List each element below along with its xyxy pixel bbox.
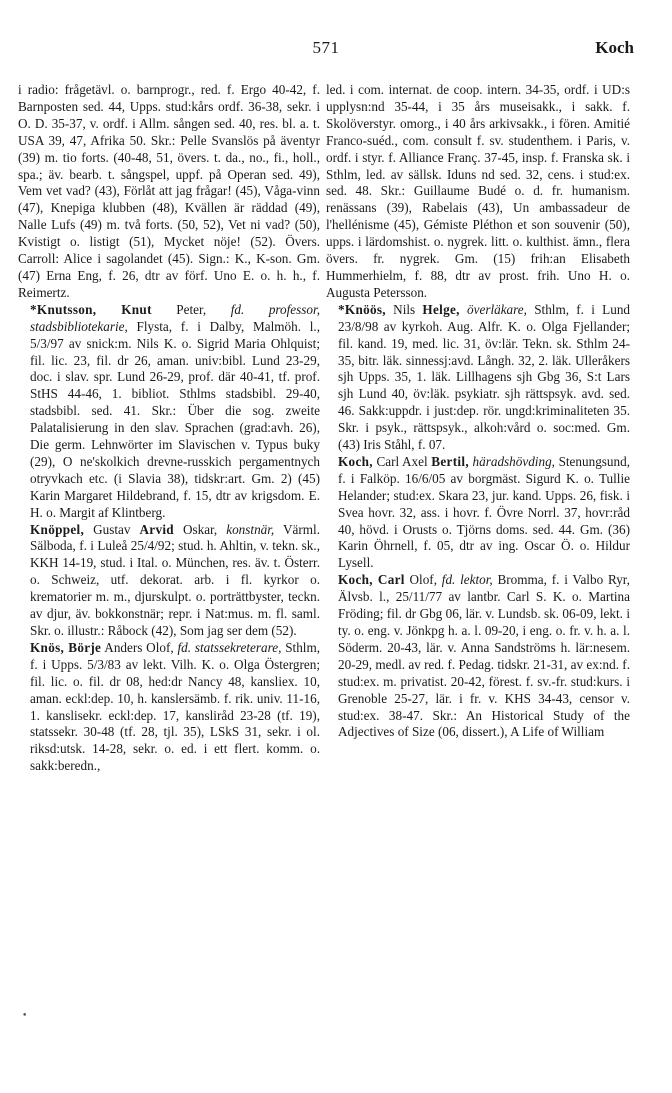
entry-names: Anders Olof, <box>101 639 178 655</box>
entry-title: häradshövding, <box>472 453 555 469</box>
entry-names: Olof, <box>404 572 442 588</box>
entry-headword: Knös, Börje <box>30 639 102 655</box>
entry-koch-carl <box>326 572 630 741</box>
entry-headword: Koch, <box>338 453 373 469</box>
left-column <box>18 82 320 775</box>
entry-text: Bromma, f. i Valbo Ryr, Älvsb. l., 25/11/77 av lantbr. Carl S. K. o. Martina Fröding; fil. dr Gbg 06, lär. v. Lundsb. sk. 06-09, lekt. i ty. o. eng. v. Jönkpg h. a. l. 09-20, i eng. o. fr. v. h. a. l. Söderm. 20-43, lär. v. Anna Sandströms h. lär:nesem. 20-29, medl. av red. f. Pedag. tidskr. 21-31, av ex:nd. f. stud:ex. m. privatist. 20-42, förest. f. sv.-fr. stud:kurs. i Grenoble 25-27, lär. i fr. v. KHS 34-43, censor v. stud:ex. 38-47. Skr.: An Historical Study of the Adjectives of Size (06, dissert.), A Life of William <box>338 572 630 740</box>
entry-names-rest: Oskar, <box>173 521 227 537</box>
entry-title: fd. lektor, <box>441 572 493 588</box>
running-head: Koch <box>595 38 634 57</box>
entry-text: i radio: frågetävl. o. barnprogr., red. f. Ergo 40-42, f. Barnposten sed. 44, Upps. stud:kårs ordf. 36-38, sekr. i O. D. 35-37, v. ordf. i Allm. sången sed. 40, res. bl. a. t. USA 39, 47, Afrika 50. Skr.: Pelle Svanslös på äventyr (39) m. tio forts. (40-48, 51, övers. t. da., no., fi., holl., spa.; äv. bearb. t. sångspel, uppf. på Operan sed. 49), Vem vet vad? (43), Förlåt att jag frågar! (45), Våga-vinn (47), Knepiga klubben (48), Kvällen är räddad (49), Nalle Lufs (49) m. två forts. (50, 52), Vet ni vad? (50), Kvistigt o. listigt (51), Mycket nöje! (52). Övers. Carroll: Alice i sagolandet (45). Sign.: K., K-son. Gm. (47) Erna Eng, f. 26, dtr av förf. Uno E. o. h. h., f. Reimertz. <box>18 82 320 300</box>
entry-text: Flysta, f. i Dalby, Malmöh. l., 5/3/97 av snick:m. Nils K. o. Sigrid Maria Ohlquist; fil. lic. 23, fil. dr 26, aman. univ:bibl. Lund 23-29, doc. i slav. spr. Lund 26-29, prof. där 40-41, tf. prof. StHS 44-46, 1. bibliot. Sthlms stadsbibl. 29-40, stadsbibl. sed. 41. Skr.: Über die sog. zweite Palatalisierung in den slav. Sprachen (grad:avh. 26), Die germ. Lehnwörter im Slavischen v. Typus buky (29), O ne'skolkich drevne-russkich pergamentnych otryvkach etc. (i Slavia 38), tidskr:art. Gm. 2) (45) Karin Margaret Hildebrand, f. 15, dtr av krigsdom. E. H. o. Margit af Klintberg. <box>30 318 320 520</box>
entry-headword-given: Arvid <box>139 521 174 537</box>
right-column <box>326 82 630 741</box>
entry-title: överläkare, <box>467 301 527 317</box>
entry-headword: *Knutsson, Knut <box>30 301 152 317</box>
entry-text: Stenungsund, f. i Falköp. 16/6/05 av borgmäst. Sigurd K. o. Tullie Helander; stud:ex. Skara 23, jur. kand. Upps. 26, fisk. i Svea hovr. 32, ass. i hovr. f. Övre Norrl. 37, hovr:råd 40, hövd. i Orusts o. Tjörns doms. sed. 44. Gm. (36) Karin Öhrnell, f. 05, dtr av ing. Oscar Ö. o. Hildur Lysell. <box>338 453 630 571</box>
entry-names-rest <box>460 302 467 317</box>
entry-text: Sthlm, f. i Upps. 5/3/83 av lekt. Vilh. K. o. Olga Östergren; fil. lic. o. fil. dr 08, hed:dr Nancy 48, kansliex. 10, aman. eckl:dep. 10, h. kanslersämb. f. rik. univ. 11-16, 1. kanslisekr. eckl:dep. 17, kansliråd 23-28 (tf. 19), statssekr. 30-48 (tf. 28, tjl. 35), LSkS 31, sekr. i ol. riksd:utsk. 14-28, sekr. o. ed. i ett flert. komm. o. sakk:beredn., <box>30 639 321 774</box>
entry-knoos <box>326 302 630 454</box>
page-header <box>18 38 634 62</box>
entry-knos <box>18 640 320 775</box>
entry-knutsson <box>18 302 320 522</box>
entry-title: fd. professor, stadsbibliotekarie, <box>30 301 320 334</box>
entry-knoppel <box>18 522 320 640</box>
entry-text: led. i com. internat. de coop. intern. 34-35, ordf. i UD:s upplysn:nd 35-44, i 35 års museisakk., i sakk. f. Skolöverstyr. omorg., i 40 års arkivsakk., i fören. Amitié Franco-suéd., com. consult f. sv. studenthem. i Paris, v. ordf. i styr. f. Alliance Franç. 37-45, insp. f. Franska sk. i Sthlm, led. av sällsk. Iduns nd sed. 32, cens. i stud:ex. sed. 48. Skr.: Guillaume Budé o. d. fr. humanism. renässans (39), Rabelais (43), Un ambassadeur de l'hellénisme (45), Gémiste Pléthon et son souvenir (50), upps. i lärdomshist. o. nygrek. litt. o. kulthist. ämn., flera övers. fr. nygrek. Gm. (15) frih:an Elisabeth Hummerhielm, f. 88, dtr av prost. frih. Uno H. o. Augusta Petersson. <box>326 82 630 300</box>
entry-names: Peter, <box>151 301 231 317</box>
entry-text: Sthlm, f. i Lund 23/8/98 av kyrkoh. Aug. Alfr. K. o. Olga Fjellander; fil. kand. 19, med. lic. 31, öv:lär. Tekn. sk. Sthlm 24-35, bitr. läk. sinnessj:avd. Långh. 32, 2. läk. Ulleråkers sjh Upps. 35, 1. läk. Lillhagens sjh Gbg 36, S:t Lars sjh Lund 40, öv:läk. psykiatr. sjh rättspsyk. avd. sed. 46. Sakk:uppdr. i just:dep. rör. ungd:kriminaliteten 35. Skr. i psyk., rättspsyk., alkoh:vård o. soc:med. Gm. (43) Iris Ståhl, f. 07. <box>338 301 631 453</box>
entry-title: fd. statssekreterare, <box>177 639 282 655</box>
entry-names: Carl Axel <box>372 453 432 469</box>
entry-koch-bertil <box>326 454 630 572</box>
entry-names: Gustav <box>84 521 140 537</box>
entry-headword: Koch, Carl <box>338 572 405 588</box>
entry-headword-given: Helge, <box>422 301 460 317</box>
entry-headword: Knöppel, <box>30 521 85 537</box>
entry-title: konstnär, <box>226 521 275 537</box>
entry-text: Värml. Sälboda, f. i Luleå 25/4/92; stud. h. Ahltin, v. tekn. sk., KKH 14-19, stud. i Ital. o. München, res. äv. t. Österr. o. Schweiz, utf. dekorat. arb. i fl. kyrkor o. krematorier m. m., djurskulpt. o. porträttbyster, teckn. av djur, äv. bokkonstnär; repr. i Nat:mus. m. fl. saml. Skr. o. illustr.: Råbock (42), Som jag ser dem (52). <box>30 521 320 638</box>
entry-headword: *Knöös, <box>338 301 386 317</box>
bottom-mark: • <box>22 1011 28 1021</box>
entry-continuation <box>326 82 630 302</box>
page-number: 571 <box>312 38 340 57</box>
entry-continuation <box>18 82 320 302</box>
entry-names: Nils <box>385 301 423 317</box>
entry-headword-given: Bertil, <box>431 453 469 469</box>
